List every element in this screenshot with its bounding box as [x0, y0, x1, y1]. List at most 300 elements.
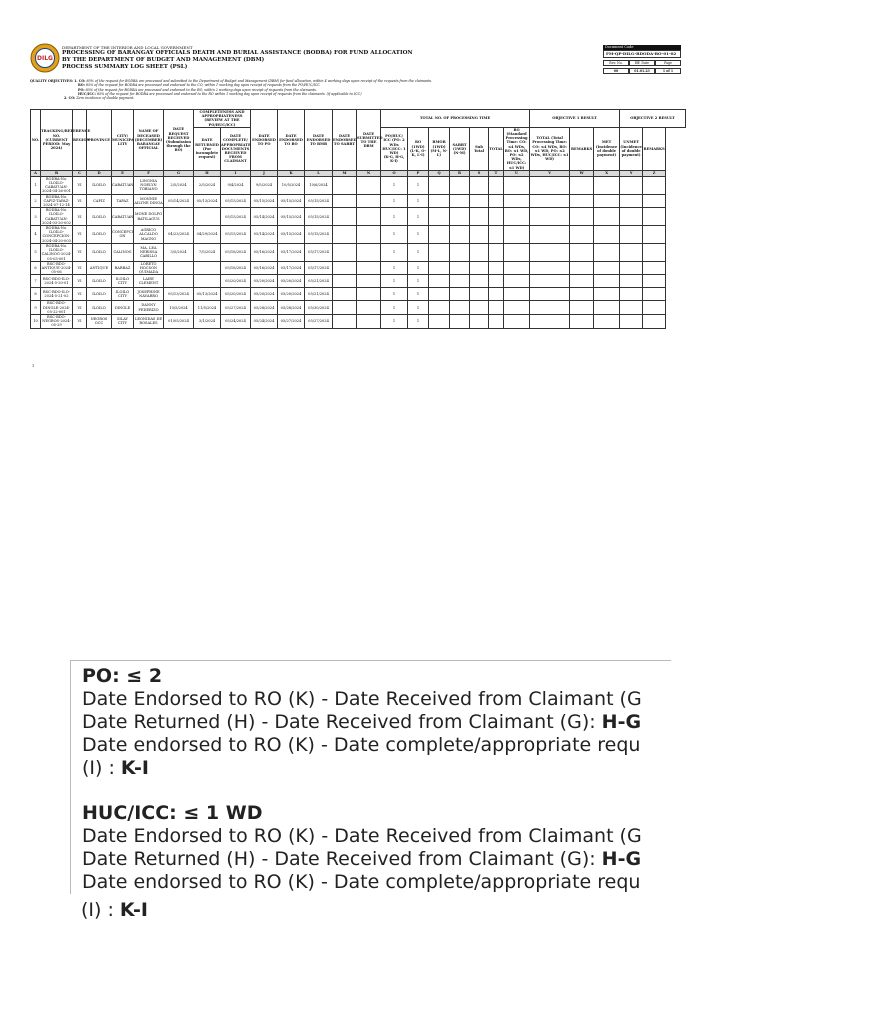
table-cell	[333, 226, 357, 244]
table-cell: VI	[73, 176, 87, 194]
table-cell	[504, 261, 530, 275]
table-cell	[504, 176, 530, 194]
table-cell: 1	[408, 226, 429, 244]
table-cell: 4	[31, 226, 41, 244]
table-cell: 05/28/2024	[251, 301, 278, 315]
qo-line-1: 1. CO: 85% of the request for BODBA are processed and submitted to the Department of Budget and Management (DBM) for fund allocation, within 4 working days upon receipt of the requests from the claimants.	[74, 79, 433, 83]
col-endorsed-po: DATE ENDORSED TO PO	[251, 110, 278, 171]
table-cell	[530, 243, 570, 261]
table-cell: 05/13/2024	[194, 194, 221, 208]
table-cell: 1	[408, 261, 429, 275]
table-cell: 05/15/2024	[278, 226, 305, 244]
col-no: NO.	[31, 110, 41, 171]
dilg-seal-text: DILG	[37, 55, 53, 63]
column-letter: T	[489, 170, 504, 176]
table-cell: 04/23/2024	[164, 226, 194, 244]
table-cell: 05/20/2024	[221, 275, 251, 288]
table-cell	[620, 226, 643, 244]
table-cell: 05/27/2024	[221, 301, 251, 315]
table-cell	[530, 261, 570, 275]
column-letter: Y	[620, 170, 643, 176]
table-cell	[333, 301, 357, 315]
table-cell	[333, 176, 357, 194]
col-tracking: TRACKING/REFERENCE NO. (CURRENT PERIOD: May 2024)	[41, 110, 73, 171]
table-cell	[489, 301, 504, 315]
table-cell: 1	[408, 275, 429, 288]
table-cell: 05/28/2024	[278, 301, 305, 315]
table-cell: MA. LEA NERISSA CABILLO	[134, 243, 164, 261]
col-total: TOTAL	[489, 127, 504, 170]
table-cell	[429, 275, 450, 288]
table-cell: LINGNIA NOELYN TOBIANO	[134, 176, 164, 194]
table-cell	[450, 226, 470, 244]
quality-objectives	[30, 79, 670, 100]
table-cell: CABATUAN	[112, 208, 134, 226]
table-cell	[570, 176, 594, 194]
table-cell	[620, 243, 643, 261]
table-cell: 7	[31, 275, 41, 288]
table-cell	[594, 275, 620, 288]
title-line-2: BY THE DEPARTMENT OF BUDGET AND MANAGEMENT (DBM)	[62, 57, 265, 63]
table-cell	[489, 288, 504, 301]
table-cell	[357, 194, 381, 208]
table-cell: BSC-BDO-ILO-2024-5-20-01	[41, 275, 73, 288]
table-body	[31, 176, 686, 328]
table-cell: JOSEPHINE NAVARRO	[134, 288, 164, 301]
table-footnote: 1	[32, 364, 35, 368]
table-cell: TAPAZ	[112, 194, 134, 208]
table-cell	[470, 226, 489, 244]
table-cell	[357, 226, 381, 244]
column-letter: K	[278, 170, 305, 176]
col-submitted-dbm: DATE SUBMITTED TO THE DBM	[357, 110, 381, 171]
table-cell: 1	[381, 314, 408, 328]
col-endorsed-sabbt: DATE ENDORSED TO SABBT	[333, 110, 357, 171]
table-cell	[643, 243, 666, 261]
eff-date-label: Eff. Date	[629, 60, 655, 66]
column-letter: X	[594, 170, 620, 176]
table-cell: 05/16/2024	[221, 243, 251, 261]
table-cell: 05/15/2024	[278, 208, 305, 226]
huc-heading: HUC/ICC: ≤ 1 WD	[82, 802, 263, 824]
table-cell	[620, 261, 643, 275]
table-cell: 9/5/2024	[251, 176, 278, 194]
table-cell	[643, 288, 666, 301]
huc-formula-4: (I) : K-I	[81, 899, 148, 921]
table-cell: 04/29/2024	[194, 226, 221, 244]
table-cell	[570, 314, 594, 328]
table-cell: VI	[73, 288, 87, 301]
table-cell: 05/15/2024	[251, 194, 278, 208]
table-cell	[570, 261, 594, 275]
doc-meta-labels	[603, 60, 681, 66]
table-cell: 05/15/2024	[305, 208, 333, 226]
table-cell: BSC-BDO-ANTIQUE-2024-05-06	[41, 261, 72, 275]
table-cell: 05/15/2024	[305, 226, 333, 244]
table-cell	[620, 208, 643, 226]
table-cell	[504, 314, 530, 328]
table-cell	[357, 314, 381, 328]
document-code-box	[603, 45, 681, 74]
table-cell: 05/17/2024	[278, 243, 305, 261]
column-letter: M	[333, 170, 357, 176]
table-cell: 1	[31, 176, 41, 194]
table-cell	[489, 275, 504, 288]
document-code-label: Document Code	[603, 45, 681, 50]
table-cell: 1	[381, 261, 408, 275]
table-cell: BODBA-No. ILOILO-CABATUAN-2024-03-20-002	[42, 208, 71, 225]
table-cell	[570, 226, 594, 244]
column-letter: S	[470, 170, 489, 176]
table-cell: 1	[381, 275, 408, 288]
table-cell	[620, 275, 643, 288]
table-cell	[594, 314, 620, 328]
table-cell: 2/5/2024	[164, 176, 194, 194]
table-cell: LEONIDAS DE ROSALES	[134, 314, 164, 328]
po-heading: PO: ≤ 2	[82, 665, 163, 687]
table-cell	[429, 261, 450, 275]
table-cell	[429, 243, 450, 261]
table-cell: 1	[381, 226, 408, 244]
table-cell: BODBA-No. CAPIZ-TAPAZ-2024-07-12-14	[41, 194, 73, 208]
column-letter: V	[530, 170, 570, 176]
table-cell	[489, 314, 504, 328]
table-cell: AGRICO ALCALDO MAGNO	[134, 226, 164, 244]
table-cell: 1	[408, 301, 429, 315]
table-cell: 1	[408, 194, 429, 208]
table-cell: 05/27/2024	[278, 314, 305, 328]
table-cell	[489, 208, 504, 226]
table-cell	[489, 176, 504, 194]
table-cell: 01/05/2024	[164, 314, 194, 328]
rev-no-value: 00	[603, 68, 629, 74]
table-cell: 1	[408, 314, 429, 328]
process-log-table	[30, 109, 686, 329]
column-letter: D	[87, 170, 112, 176]
qo-line-5: 2. CO: Zero incidence of double payment.	[64, 96, 135, 101]
col-objective-1: OBJECTIVE 1 RESULT	[530, 110, 620, 128]
po-formula-2: Date Returned (H) - Date Received from Claimant (G): H-G	[82, 711, 642, 733]
table-row	[31, 301, 686, 315]
col-obj1-remarks: REMARKS	[570, 127, 594, 170]
table-cell: BSC-BDO-ILO-2024-5-21-02	[41, 288, 73, 301]
table-cell	[450, 208, 470, 226]
table-cell: CONCEPCI ON	[112, 226, 134, 244]
table-cell	[620, 288, 643, 301]
table-cell: 1	[408, 208, 429, 226]
table-cell: 05/20/2024	[278, 288, 305, 301]
table-cell	[643, 314, 666, 328]
table-cell	[643, 301, 666, 315]
table-cell	[357, 176, 381, 194]
table-cell	[470, 288, 489, 301]
table-cell	[470, 275, 489, 288]
table-cell: VI	[73, 194, 87, 208]
column-letter: G	[164, 170, 194, 176]
table-cell: 3/5/2024	[164, 243, 194, 261]
table-cell: 9/4/2024	[221, 176, 251, 194]
table-cell: 1	[381, 208, 408, 226]
column-letter: N	[357, 170, 381, 176]
table-cell: LORETO HOCSON QUIMADA	[134, 261, 164, 275]
eff-date-value: 01.01.23	[629, 68, 655, 74]
dilg-seal-icon	[30, 43, 60, 73]
log-sheet	[0, 0, 768, 380]
table-cell	[530, 194, 570, 208]
table-cell: NEGROS OCC	[87, 314, 112, 328]
table-cell: 1	[408, 243, 429, 261]
table-cell: 05/21/2024	[305, 288, 333, 301]
table-cell: 05/16/2024	[221, 261, 251, 275]
table-cell	[164, 275, 194, 288]
table-cell	[643, 176, 666, 194]
table-cell: 5	[31, 243, 41, 261]
table-cell: VI	[73, 301, 87, 315]
table-cell	[333, 194, 357, 208]
col-total-processing: TOTAL NO. OF PROCESSING TIME	[381, 110, 530, 128]
col-city: CITY/ MUNICIPA LITY	[112, 110, 134, 171]
table-row	[31, 243, 686, 261]
table-cell	[570, 301, 594, 315]
column-letter: U	[504, 170, 530, 176]
qo-line-3: PO: 85% of the request for BODBA are processed and endorsed to the RO, within 2 working days upon receipt of requests from the claimants.	[78, 87, 317, 92]
table-cell	[194, 275, 221, 288]
table-cell: 05/20/2024	[221, 288, 251, 301]
col-ro: RO (1WD) (L-K, O-K, L-I)	[408, 127, 429, 170]
table-cell	[643, 194, 666, 208]
table-cell: SILAY CITY	[112, 314, 134, 328]
col-obj2-met: MET (Incidence of double payment)	[594, 127, 620, 170]
col-obj2-remarks: REMARKS	[643, 127, 666, 170]
qo-line-4: HUC/ICC: 85% of the request for BODBA are processed and endorsed to the RO within 1 working day upon receipt of requests from the claimants. (if applicable to ICC)	[78, 91, 362, 96]
table-cell: ILOILO	[87, 226, 112, 244]
table-cell: 05/13/2024	[164, 288, 194, 301]
column-letter: J	[251, 170, 278, 176]
col-endorsed-bmb: DATE ENDORSED TO BMB	[305, 110, 333, 171]
col-obj1-total: TOTAL (Total Processing Time: CO: ≤4 WDs, RO: ≤1 WD, PO: ≤2 WDs, HUC/ICC: ≤1 WD)	[530, 127, 570, 170]
table-cell	[450, 288, 470, 301]
table-cell	[530, 301, 570, 315]
table-cell	[164, 261, 194, 275]
column-letter: E	[112, 170, 134, 176]
table-cell: DINGLE	[112, 301, 134, 315]
column-letter: W	[570, 170, 594, 176]
column-letter: L	[305, 170, 333, 176]
table-cell: 1	[408, 176, 429, 194]
table-cell: BSC-BDO-NEGROS-2024-05-29	[42, 314, 71, 328]
table-cell: 05/20/2024	[278, 275, 305, 288]
table-cell: ILOILO	[87, 288, 112, 301]
po-formula-4: (I) : K-I	[82, 757, 149, 779]
table-cell	[450, 176, 470, 194]
table-cell: ILOILO	[87, 208, 112, 226]
table-cell	[489, 226, 504, 244]
table-cell	[504, 288, 530, 301]
doc-meta-values	[603, 68, 681, 74]
table-cell: BSC-BDO-DINGLE-2024-05-22-001	[41, 301, 73, 315]
table-cell: 9	[31, 301, 41, 315]
table-cell	[620, 301, 643, 315]
table-cell	[594, 208, 620, 226]
column-letter: B	[41, 170, 73, 176]
col-completeness: COMPLETENESS AND APPROPRIATENESS (REVIEW AT THE PO/HUC/ICC)	[194, 110, 251, 128]
table-cell	[333, 314, 357, 328]
table-cell: ANTIQUE	[87, 261, 112, 275]
table-cell	[570, 243, 594, 261]
table-cell: 05/16/2024	[251, 243, 278, 261]
table-cell	[450, 314, 470, 328]
table-cell: 05/15/2024	[278, 194, 305, 208]
table-cell	[570, 208, 594, 226]
table-row	[31, 275, 686, 288]
column-letter: F	[134, 170, 164, 176]
table-cell	[357, 275, 381, 288]
table-cell	[470, 314, 489, 328]
table-cell: 05/14/2024	[251, 208, 278, 226]
table-cell: 1	[408, 288, 429, 301]
table-cell: ILOILO CITY	[112, 288, 134, 301]
column-letter: H	[194, 170, 221, 176]
table-cell	[429, 194, 450, 208]
table-cell: CABATUAN	[112, 176, 134, 194]
table-cell	[194, 208, 221, 226]
table-cell	[357, 301, 381, 315]
column-letter: C	[73, 170, 87, 176]
table-cell	[530, 275, 570, 288]
table-cell: VI	[73, 275, 87, 288]
table-cell	[333, 275, 357, 288]
table-cell	[530, 314, 570, 328]
department-name: DEPARTMENT OF THE INTERIOR AND LOCAL GOVERNMENT	[62, 45, 193, 50]
col-endorsed-ro: DATE ENDORSED TO RO	[278, 110, 305, 171]
table-cell: ILOILO CITY	[112, 275, 134, 288]
table-cell: 6	[31, 261, 41, 275]
table-cell	[504, 275, 530, 288]
table-cell	[594, 261, 620, 275]
table-cell	[594, 176, 620, 194]
col-name: NAME OF DECEASED (DECEMBER) BARANGAY OFFICIAL	[134, 110, 164, 171]
table-cell	[333, 208, 357, 226]
table-cell: VI	[73, 226, 87, 244]
table-cell	[333, 243, 357, 261]
table-cell	[429, 301, 450, 315]
table-cell	[450, 194, 470, 208]
table-header-row-1	[31, 110, 686, 128]
table-cell	[450, 261, 470, 275]
table-cell: 10/6/2024	[305, 176, 333, 194]
table-cell	[429, 226, 450, 244]
table-cell: 05/17/2024	[278, 261, 305, 275]
table-cell	[530, 176, 570, 194]
table-cell	[594, 226, 620, 244]
table-cell: 3/1/2024	[194, 314, 221, 328]
table-cell: 05/13/2024	[194, 288, 221, 301]
table-cell	[489, 194, 504, 208]
table-cell: VI	[73, 208, 87, 226]
qo-line-2: RO: 85% of the request for BODBA are processed and endorsed to the CO, within 1 working day upon receipt of requests from the PO/HUC/ICC	[78, 83, 320, 88]
table-cell	[530, 208, 570, 226]
table-cell	[504, 301, 530, 315]
table-cell	[620, 194, 643, 208]
table-cell: 1	[381, 176, 408, 194]
table-cell: 1	[381, 288, 408, 301]
table-cell	[357, 261, 381, 275]
table-cell	[470, 243, 489, 261]
huc-formula-3: Date endorsed to RO (K) - Date complete/appropriate requ	[82, 871, 641, 893]
table-cell: 2	[31, 194, 41, 208]
table-cell: ILOILO	[87, 243, 112, 261]
table-cell	[643, 208, 666, 226]
table-cell: 7/5/2024	[194, 243, 221, 261]
rev-no-label: Rev. No.	[603, 60, 629, 66]
col-subtotal: Sub Total	[470, 127, 489, 170]
table-cell	[429, 208, 450, 226]
column-letter: Q	[429, 170, 450, 176]
table-row	[31, 176, 686, 194]
table-cell: 05/17/2024	[305, 261, 333, 275]
table-cell: ILOILO	[87, 176, 112, 194]
table-cell	[429, 176, 450, 194]
table-cell: 05/15/2024	[305, 194, 333, 208]
table-cell: 05/15/2024	[221, 208, 251, 226]
table-cell	[357, 288, 381, 301]
table-cell	[450, 301, 470, 315]
title-line-3: PROCESS SUMMARY LOG SHEET (PSL)	[62, 64, 188, 70]
table-cell: BODBA-No. ILOILO-CONCEPCION-2024-04-20-003	[42, 226, 71, 243]
table-cell: VI	[73, 314, 87, 328]
po-formula-3: Date endorsed to RO (K) - Date complete/appropriate requ	[82, 734, 641, 756]
table-cell: CALINOG	[112, 243, 134, 261]
table-cell: BODBA-No. ILOILO-CALINOG-2024-05-03-001	[41, 243, 72, 261]
table-cell: 2/5/2024	[194, 176, 221, 194]
table-cell: ILOILO	[87, 301, 112, 315]
page-label: Page	[655, 60, 681, 66]
table-cell	[357, 208, 381, 226]
table-cell: BARBAZ	[112, 261, 134, 275]
column-letter: P	[408, 170, 429, 176]
table-cell: 10	[31, 314, 41, 328]
table-cell	[620, 176, 643, 194]
table-cell: 1	[381, 194, 408, 208]
table-cell: 05/14/2024	[164, 194, 194, 208]
table-cell: 05/24/2024	[221, 314, 251, 328]
table-row	[31, 314, 686, 328]
table-cell	[594, 288, 620, 301]
column-letter: I	[221, 170, 251, 176]
table-cell: BODBA-No. ILOILO-CABATUAN-2024-04-26-001	[42, 176, 71, 194]
table-cell	[333, 261, 357, 275]
zoomed-formula-panel	[70, 660, 671, 894]
table-cell: 8	[31, 288, 41, 301]
table-cell: 05/15/2024	[221, 194, 251, 208]
table-cell	[470, 301, 489, 315]
table-cell	[470, 194, 489, 208]
table-cell	[194, 261, 221, 275]
col-objective-2: OBJECTIVE 2 RESULT	[620, 110, 686, 128]
table-cell	[570, 288, 594, 301]
col-date-request: DATE REQUEST RECEIVED (Submission through the RO)	[164, 110, 194, 171]
page-value: 1 of 1	[655, 68, 681, 74]
table-cell	[450, 243, 470, 261]
table-cell	[470, 176, 489, 194]
col-po-huc: PO/HUC/ ICC (PO: 2 WDs HUC/ICC: 1 WD) (K-G, H-G, K-I)	[381, 127, 408, 170]
column-letter: O	[381, 170, 408, 176]
column-letter: Z	[643, 170, 666, 176]
table-cell: 05/16/2024	[251, 261, 278, 275]
col-date-returned: DATE RETURNED (For incomplete request)	[194, 127, 221, 170]
col-obj1-ro: RO (Standard Processing Time: CO: ≤4 WDs, RO: ≤1 WD, PO: ≤2 WDs, HUC/ICC: ≤1 WD)	[504, 127, 529, 170]
table-cell: 05/17/2024	[305, 243, 333, 261]
